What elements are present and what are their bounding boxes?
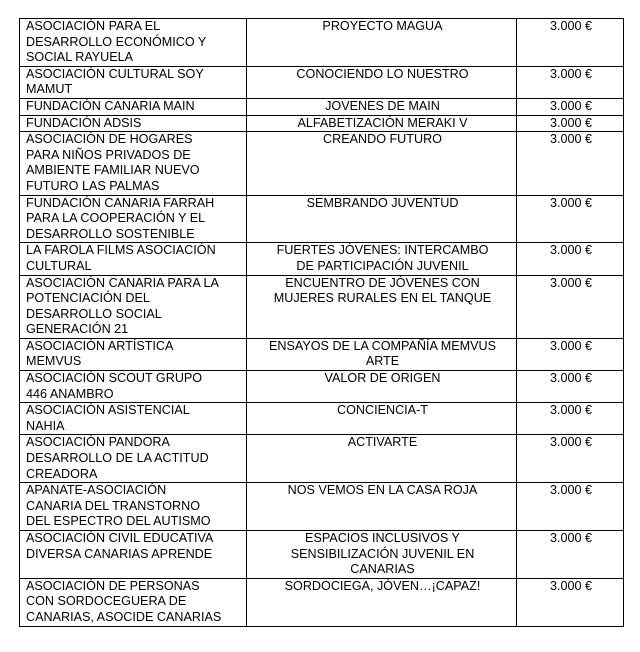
project-cell-line: CONOCIENDO LO NUESTRO — [296, 66, 469, 81]
entity-cell — [20, 132, 247, 195]
table-row — [20, 243, 624, 275]
amount-cell: 3.000 € — [517, 275, 624, 338]
entity-cell — [20, 66, 247, 98]
entity-cell-line: APANATE-ASOCIACIÓN — [26, 483, 167, 498]
project-cell — [247, 243, 517, 275]
entity-cell-line: ASOCIACIÓN SCOUT GRUPO — [26, 371, 203, 386]
table-row — [20, 132, 624, 195]
project-cell — [247, 578, 517, 626]
project-cell-line: ENCUENTRO DE JÓVENES CON — [285, 275, 480, 290]
entity-cell-line: MEMVUS — [26, 354, 82, 369]
project-cell-line: PROYECTO MAGUA — [322, 19, 443, 33]
entity-cell-line: MAMUT — [26, 82, 73, 97]
project-cell-line: ARTE — [365, 354, 400, 369]
entity-cell-line: GENERACIÓN 21 — [26, 322, 129, 337]
entity-cell-line: ASOCIACIÓN ASISTENCIAL — [26, 403, 190, 418]
table-row — [20, 483, 624, 531]
table-row — [20, 371, 624, 403]
table-row — [20, 19, 624, 67]
amount-cell: 3.000 € — [517, 243, 624, 275]
entity-cell-line: FUNDACIÓN CANARIA FARRAH — [26, 195, 215, 210]
amount-cell: 3.000 € — [517, 403, 624, 435]
entity-cell-line: DESARROLLO DE LA ACTITUD — [26, 451, 209, 466]
entity-cell-line: LA FAROLA FILMS ASOCIACIÓN — [26, 243, 216, 258]
project-cell-line: ESPACIOS INCLUSIVOS Y — [305, 531, 460, 545]
amount-cell: 3.000 € — [517, 19, 624, 67]
table-row — [20, 195, 624, 243]
entity-cell-line: CON SORDOCEGUERA DE — [26, 594, 187, 609]
project-cell-line: CREANDO FUTURO — [323, 132, 442, 147]
project-cell-line: JOVENES DE MAIN — [325, 98, 440, 113]
entity-cell — [20, 338, 247, 370]
entity-cell-line: ASOCIACIÓN CULTURAL SOY — [26, 66, 204, 81]
project-cell — [247, 66, 517, 98]
amount-cell: 3.000 € — [517, 338, 624, 370]
entity-cell-line: DESARROLLO SOSTENIBLE — [26, 226, 195, 241]
project-cell-line: SENSIBILIZACIÓN JUVENIL EN — [290, 546, 475, 561]
project-cell-line: CANARIAS — [350, 562, 415, 577]
entity-cell-line: FUTURO LAS PALMAS — [26, 178, 160, 193]
entity-cell-line: ASOCIACIÓN DE PERSONAS — [26, 578, 200, 593]
amount-cell: 3.000 € — [517, 578, 624, 626]
amount-cell: 3.000 € — [517, 98, 624, 115]
entity-cell-line: AMBIENTE FAMILIAR NUEVO — [26, 163, 200, 178]
project-cell — [247, 338, 517, 370]
entity-cell-line: 446 ANAMBRO — [26, 386, 114, 401]
entity-cell-line: ASOCIACIÓN PANDORA — [26, 435, 170, 450]
entity-cell-line: CULTURAL — [26, 258, 92, 273]
entity-cell — [20, 195, 247, 243]
table-row — [20, 115, 624, 132]
project-cell-line: ENSAYOS DE LA COMPAÑÍA MEMVUS — [269, 338, 496, 353]
project-cell — [247, 531, 517, 579]
grants-table — [19, 18, 624, 627]
entity-cell-line: ASOCIACIÓN CANARIA PARA LA — [26, 275, 219, 290]
entity-cell — [20, 19, 247, 67]
entity-cell-line: FUNDACIÓN CANARIA MAIN — [26, 98, 195, 113]
amount-cell: 3.000 € — [517, 195, 624, 243]
entity-cell — [20, 115, 247, 132]
project-cell-line: FUERTES JÓVENES: INTERCAMBO — [276, 243, 489, 258]
entity-cell-line: ASOCIACIÓN PARA EL — [26, 19, 161, 33]
project-cell-line: DE PARTICIPACIÓN JUVENIL — [296, 258, 469, 273]
entity-cell-line: CANARIA DEL TRANSTORNO — [26, 498, 201, 513]
entity-cell-line: NAHIA — [26, 418, 65, 433]
amount-cell: 3.000 € — [517, 132, 624, 195]
project-cell — [247, 19, 517, 67]
table-row — [20, 275, 624, 338]
entity-cell-line: DESARROLLO SOCIAL — [26, 306, 162, 321]
project-cell-line: SORDOCIEGA, JÓVEN…¡CAPAZ! — [284, 578, 481, 593]
project-cell-line: SEMBRANDO JUVENTUD — [306, 195, 459, 210]
entity-cell-line: PARA NIÑOS PRIVADOS DE — [26, 147, 191, 162]
entity-cell — [20, 275, 247, 338]
project-cell — [247, 132, 517, 195]
table-row — [20, 66, 624, 98]
amount-cell: 3.000 € — [517, 66, 624, 98]
project-cell — [247, 435, 517, 483]
entity-cell-line: CREADORA — [26, 466, 98, 481]
entity-cell — [20, 435, 247, 483]
project-cell — [247, 275, 517, 338]
table-row — [20, 338, 624, 370]
entity-cell — [20, 403, 247, 435]
project-cell — [247, 98, 517, 115]
entity-cell-line: SOCIAL RAYUELA — [26, 50, 134, 65]
amount-cell: 3.000 € — [517, 371, 624, 403]
project-cell — [247, 195, 517, 243]
project-cell — [247, 371, 517, 403]
entity-cell — [20, 243, 247, 275]
entity-cell-line: POTENCIACIÓN DEL — [26, 291, 150, 306]
entity-cell-line: FUNDACIÓN ADSIS — [26, 115, 142, 130]
table-row — [20, 435, 624, 483]
amount-cell: 3.000 € — [517, 115, 624, 132]
project-cell-line: ACTIVARTE — [347, 435, 418, 450]
entity-cell-line: ASOCIACIÓN CIVIL EDUCATIVA — [26, 531, 214, 545]
entity-cell — [20, 578, 247, 626]
project-cell-line: VALOR DE ORIGEN — [324, 371, 441, 386]
entity-cell-line: DIVERSA CANARIAS APRENDE — [26, 546, 213, 561]
amount-cell: 3.000 € — [517, 483, 624, 531]
table-row — [20, 531, 624, 579]
entity-cell-line: ASOCIACIÓN ARTÍSTICA — [26, 338, 174, 353]
amount-cell: 3.000 € — [517, 531, 624, 579]
project-cell — [247, 483, 517, 531]
project-cell — [247, 403, 517, 435]
entity-cell-line: DEL ESPECTRO DEL AUTISMO — [26, 514, 211, 529]
project-cell-line: ALFABETIZACIÓN MERAKI V — [297, 115, 468, 130]
amount-cell: 3.000 € — [517, 435, 624, 483]
table-row — [20, 98, 624, 115]
project-cell-line: MUJERES RURALES EN EL TANQUE — [273, 291, 492, 306]
entity-cell-line: ASOCIACIÓN DE HOGARES — [26, 132, 193, 147]
entity-cell — [20, 483, 247, 531]
grants-table-body — [20, 19, 624, 627]
project-cell-line: CONCIENCIA-T — [337, 403, 428, 418]
project-cell — [247, 115, 517, 132]
table-row — [20, 403, 624, 435]
entity-cell — [20, 371, 247, 403]
entity-cell-line: PARA LA COOPERACIÓN Y EL — [26, 211, 206, 226]
entity-cell — [20, 531, 247, 579]
entity-cell — [20, 98, 247, 115]
entity-cell-line: DESARROLLO ECONÓMICO Y — [26, 34, 207, 49]
project-cell-line: NOS VEMOS EN LA CASA ROJA — [287, 483, 478, 498]
entity-cell-line: CANARIAS, ASOCIDE CANARIAS — [26, 609, 222, 624]
table-row — [20, 578, 624, 626]
